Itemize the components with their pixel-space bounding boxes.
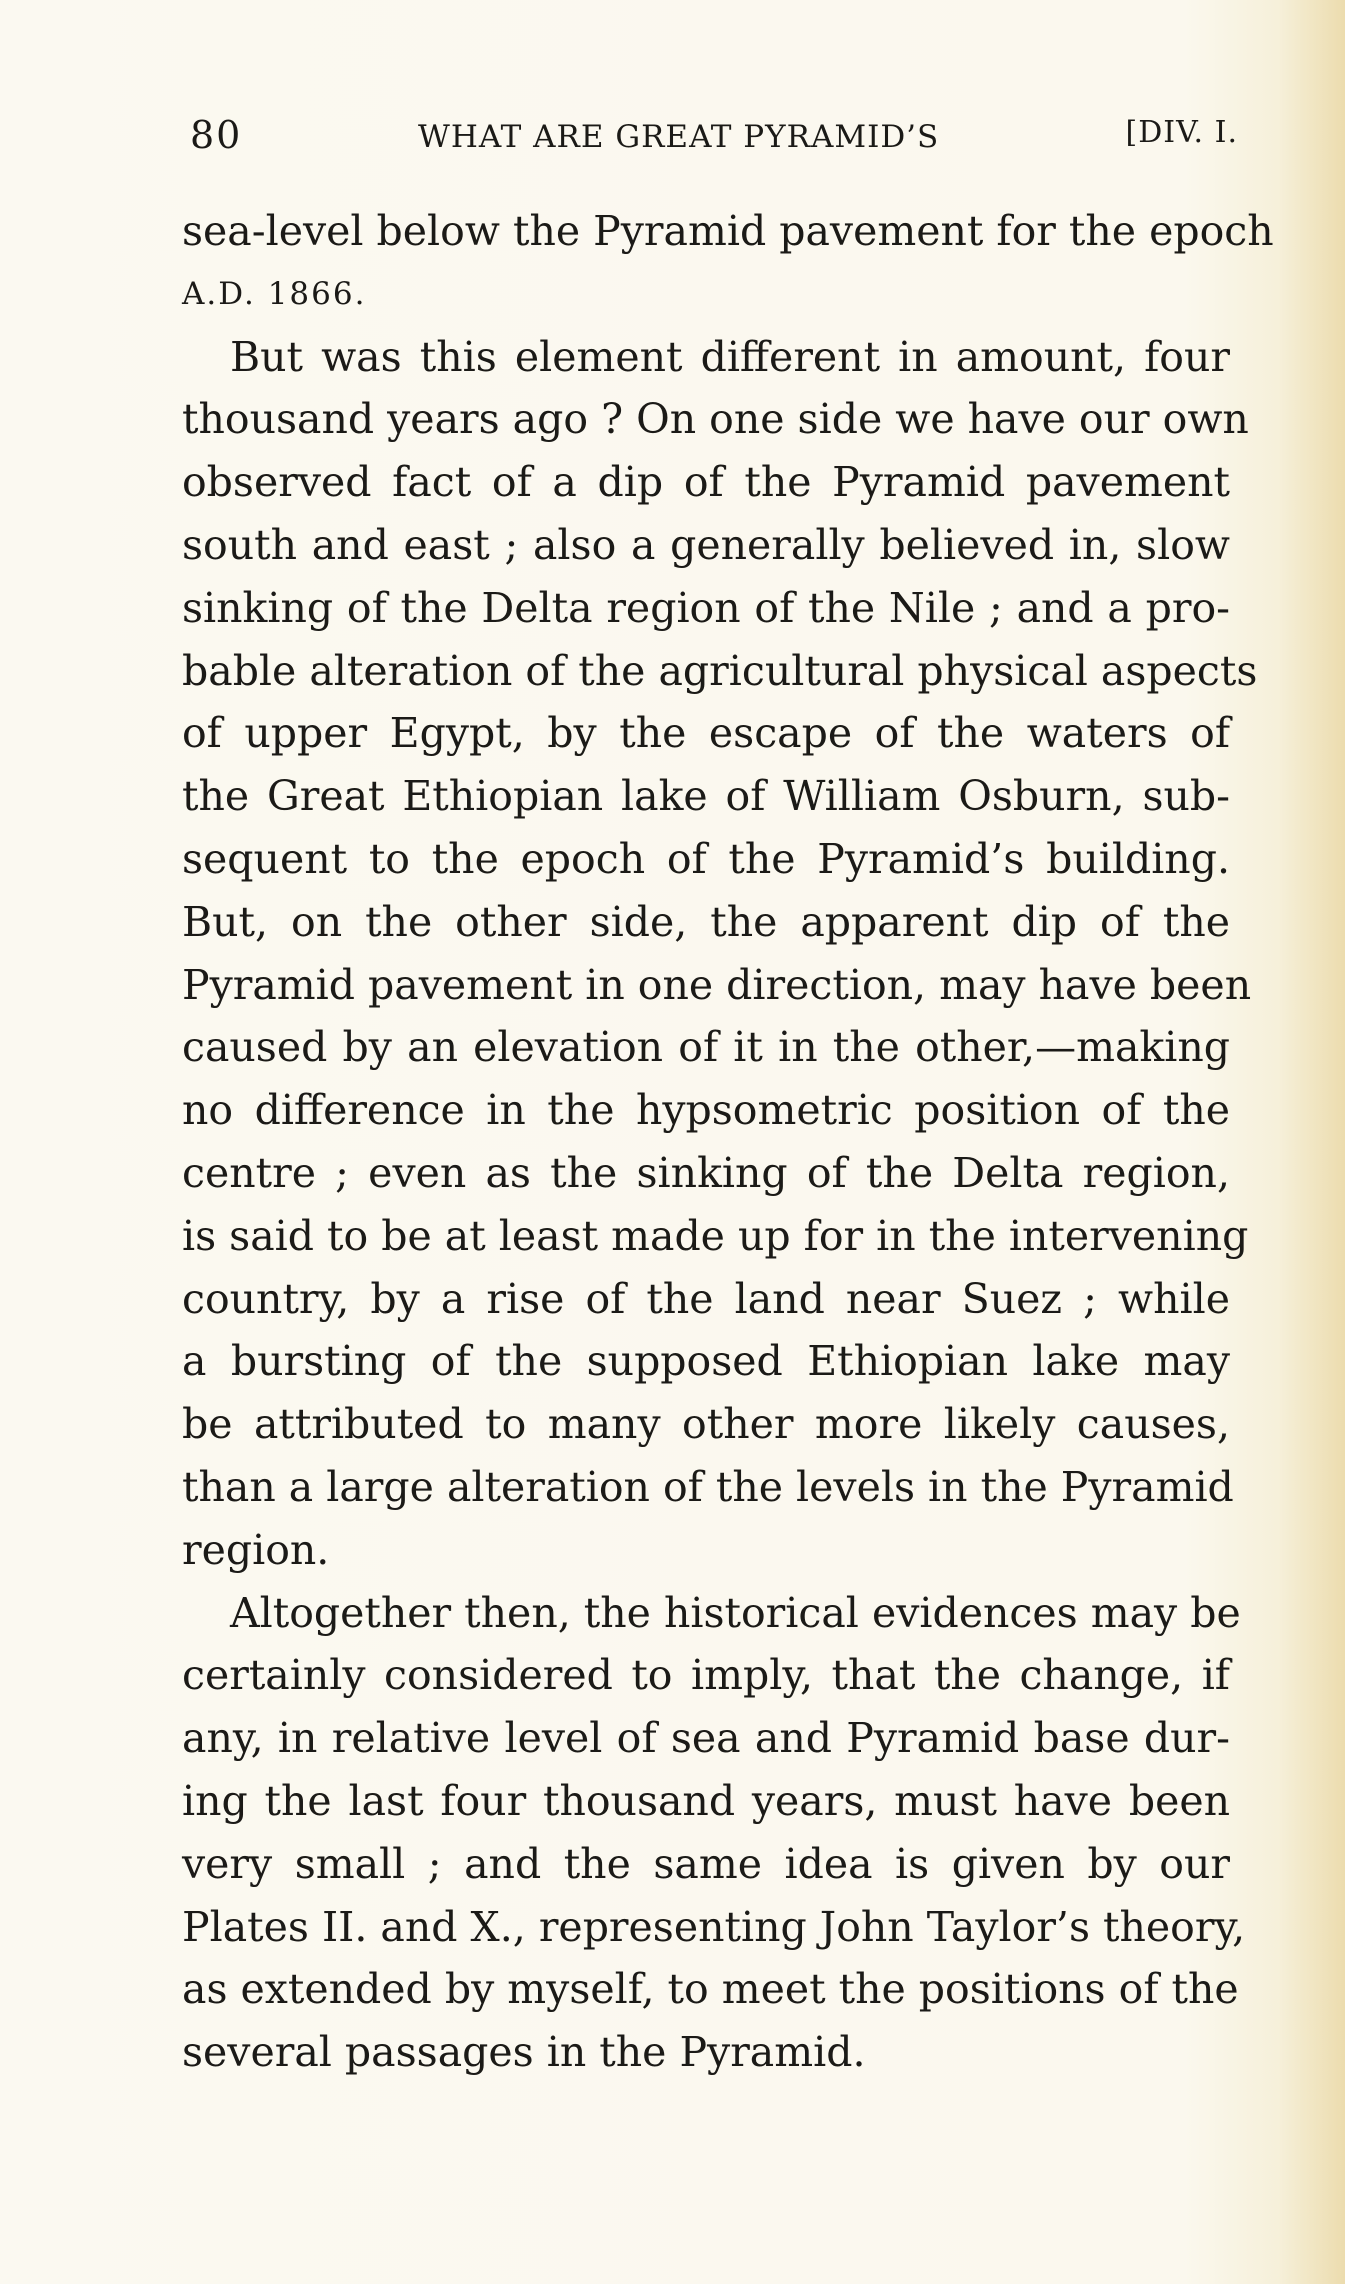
text-line: country, by a rise of the land near Suez ; while [182,1274,1230,1323]
text-line: than a large alteration of the levels in the Pyramid [182,1462,1234,1511]
text-line: sea-level below the Pyramid pavement for the epoch [182,207,1274,255]
text-line: south and east ; also a generally believed in, slow [182,520,1230,569]
text-line: Pyramid pavement in one direction, may have been [182,960,1252,1009]
text-line: bable alteration of the agricultural physical aspects [182,646,1258,695]
text-line: Altogether then, the historical evidences may be [230,1588,1241,1637]
text-line: But was this element different in amount, four [230,332,1230,381]
body-text [182,200,1274,2084]
text-line: as extended by myself, to meet the positions of the [182,1965,1239,2014]
text-line: no difference in the hypsometric position of the [182,1086,1230,1135]
text-line: centre ; even as the sinking of the Delta region, [182,1148,1230,1197]
text-line: certainly considered to imply, that the change, if [182,1651,1230,1700]
text-line: of upper Egypt, by the escape of the waters of [182,709,1230,758]
text-line: Plates II. and X., representing John Taylor’s theory, [182,1902,1246,1951]
text-line: a bursting of the supposed Ethiopian lake may [182,1337,1230,1386]
text-line: is said to be at least made up for in the intervening [182,1211,1249,1260]
text-line: be attributed to many other more likely causes, [182,1400,1230,1449]
text-line: very small ; and the same idea is given by our [182,1839,1230,1888]
text-line: thousand years ago ? On one side we have our own [182,395,1249,444]
text-line: ing the last four thousand years, must have been [182,1776,1230,1825]
text-line: any, in relative level of sea and Pyramid base dur- [182,1714,1230,1763]
text-line: sinking of the Delta region of the Nile ; and a pro- [182,583,1230,632]
text-line: But, on the other side, the apparent dip of the [182,897,1230,946]
text-line: several passages in the Pyramid. [182,2028,866,2077]
page-number: 80 [190,113,243,157]
text-line: observed fact of a dip of the Pyramid pavement [182,458,1230,507]
text-line: A.D. 1866. [182,275,367,312]
running-head: WHAT ARE GREAT PYRAMID’S [418,119,940,155]
text-line: sequent to the epoch of the Pyramid’s building. [182,834,1230,883]
text-line: the Great Ethiopian lake of William Osburn, sub- [182,772,1230,821]
division-marker: [DIV. I. [1125,115,1238,150]
text-line: caused by an elevation of it in the other,—making [182,1023,1230,1072]
page-header [190,105,1250,155]
text-line: region. [182,1525,330,1574]
